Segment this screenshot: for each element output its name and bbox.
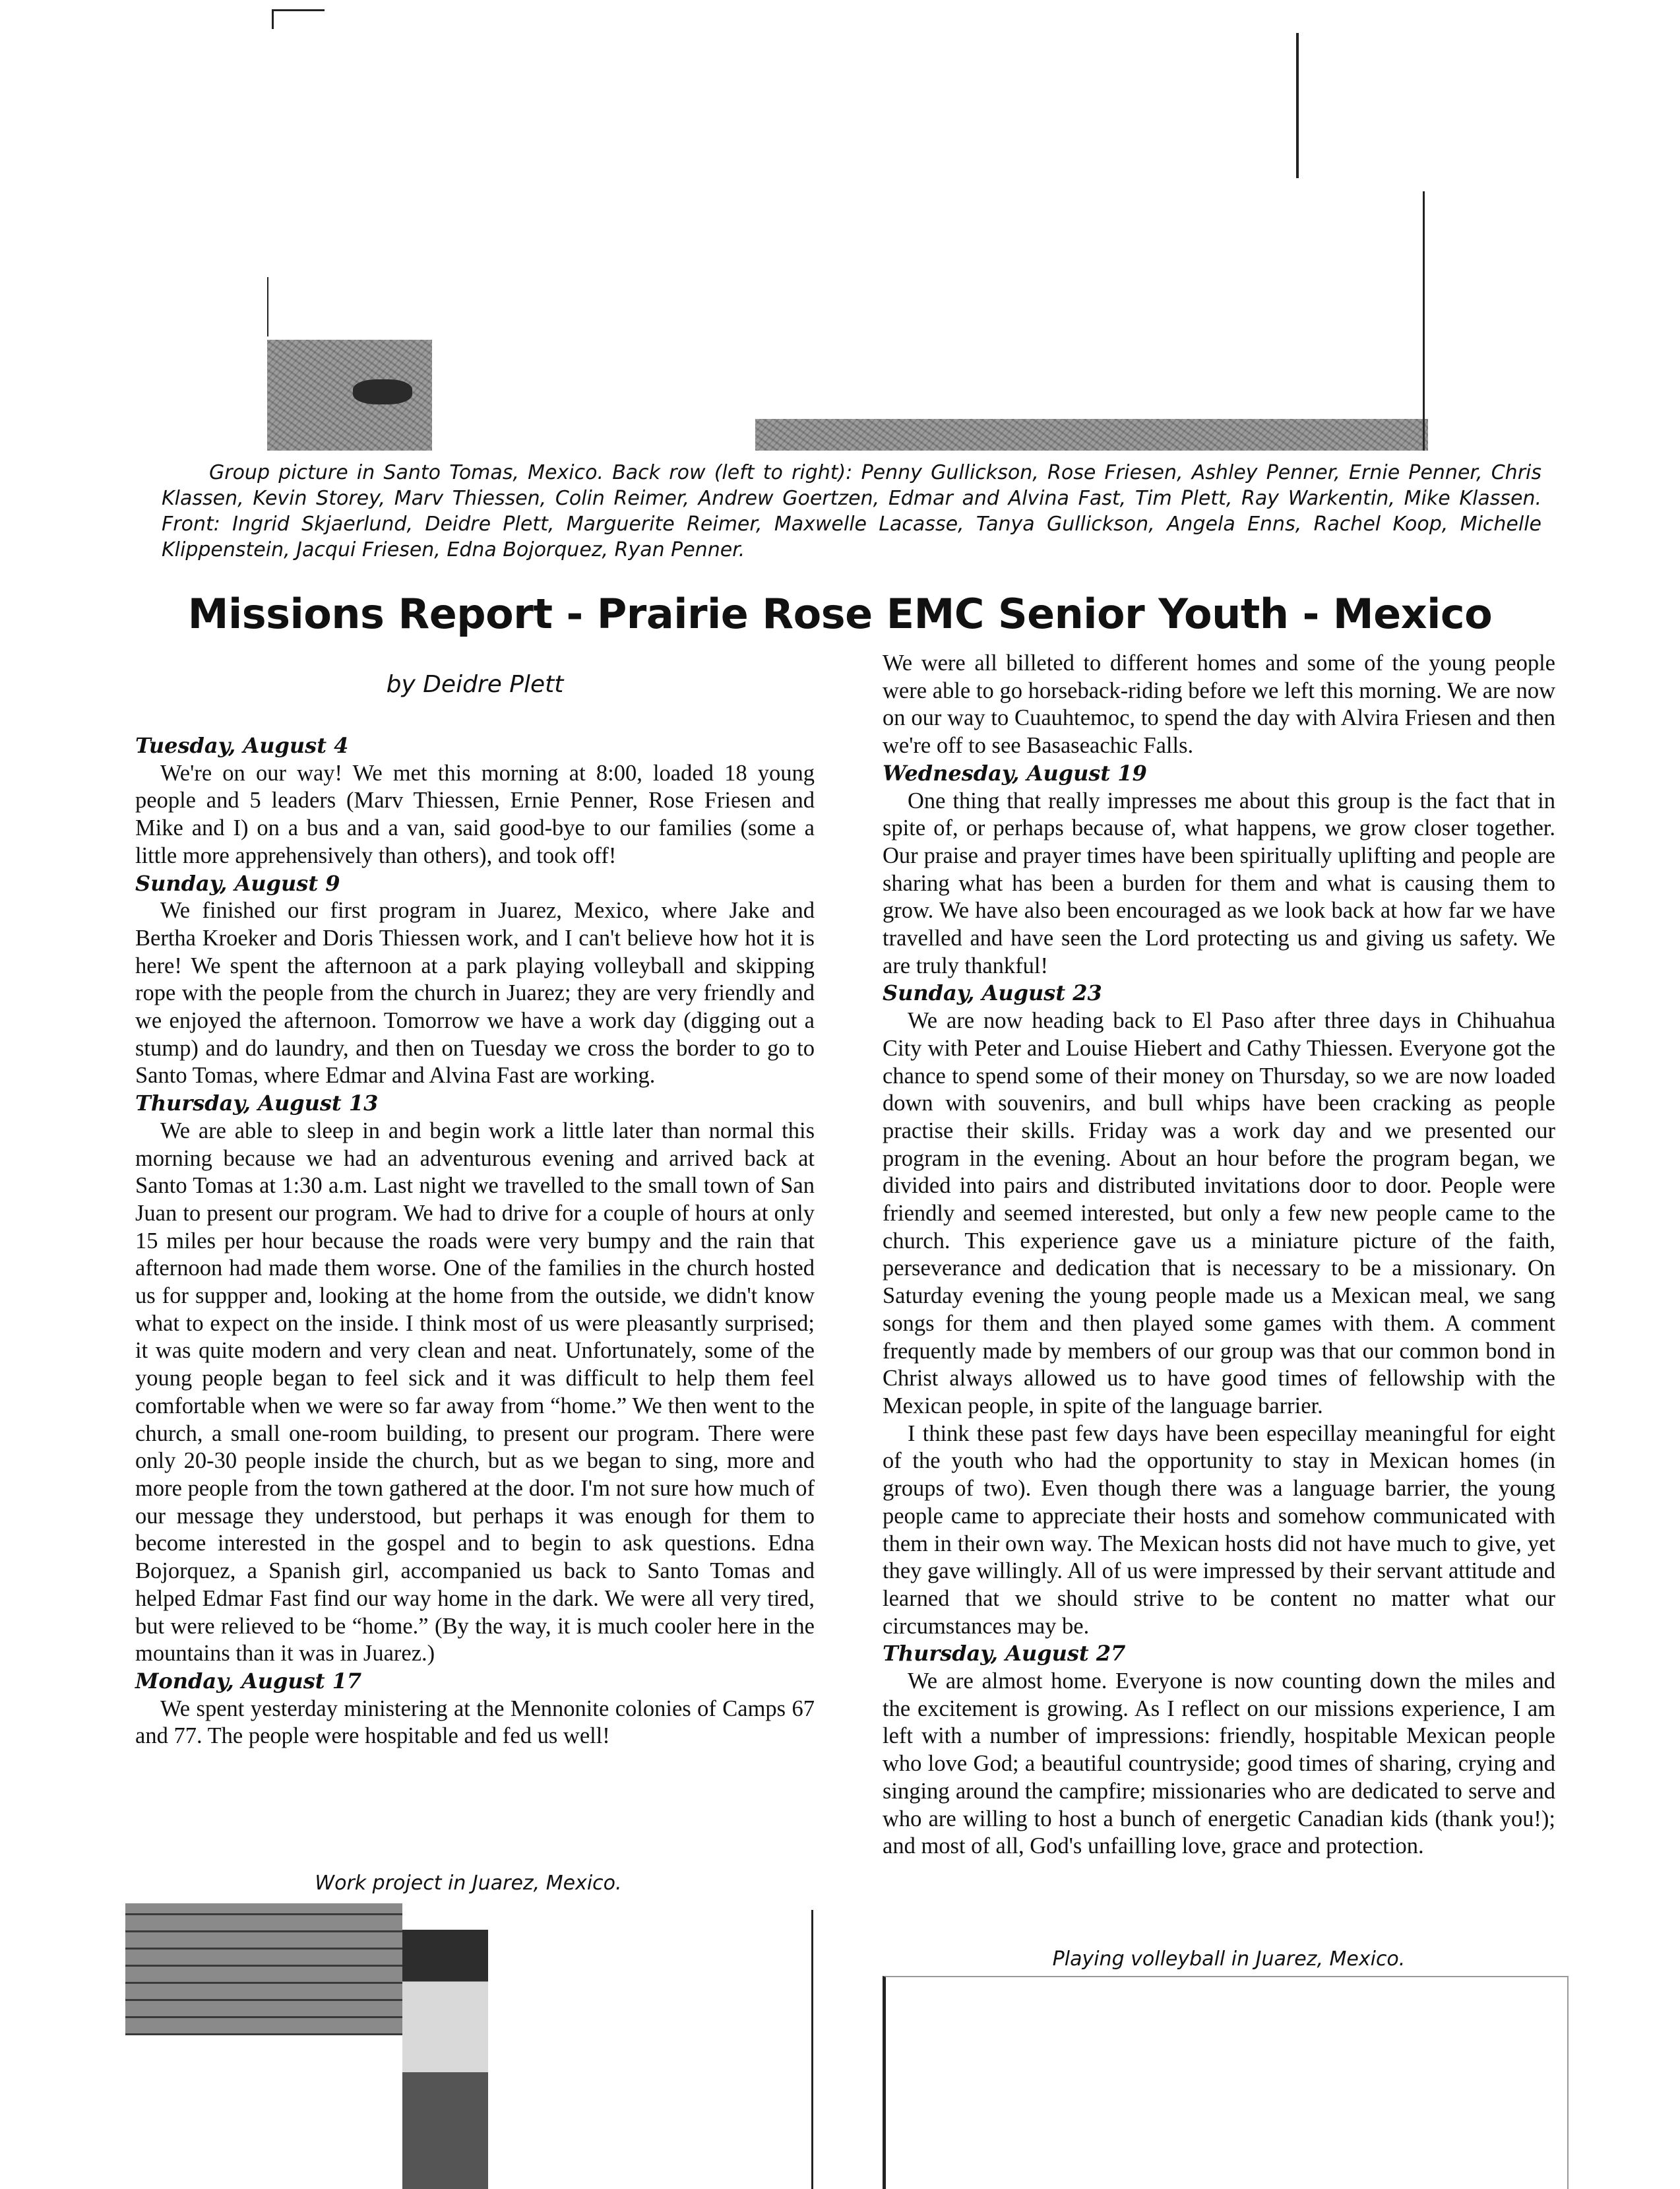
corner-mark <box>272 9 325 11</box>
group-photo-caption: Group picture in Santo Tomas, Mexico. Back row (left to right): Penny Gullickson, Rose Friesen, Ashley Penner, Ernie Penner, Chris Klassen, Kevin Storey, Marv Thiessen, Colin Reimer, Andrew Goertzen, Edmar and Alvina Fast, Tim Plett, Ray Warkentin, Mike Klassen. Front: Ingrid Skjaerlund, Deidre Plett, Marguerite Reimer, Maxwelle Lacasse, Tanya Gullickson, Angela Enns, Rachel Koop, Michelle Klippenstein, Jacqui Friesen, Edna Bojorquez, Ryan Penner. <box>162 461 1541 561</box>
entry-paragraph: We are now heading back to El Paso after three days in Chihuahua City with Peter and Louise Hiebert and Cathy Thiessen. Everyone got the chance to spend some of their money on Thursday, so we are now loaded down with souvenirs, and bull whips have been cracking as people practise their skills. Friday was a work day and we presented our program in the evening. About an hour before the program began, we divided into pairs and distributed invitations door to door. People were friendly and seemed interested, but only a few new people came to the church. This experience gave us a miniature picture of the faith, perseverance and dedication that is necessary to be a missionary. On Saturday evening the young people made us a Mexican meal, we sang songs for them and then played some games with them. A comment frequently made by members of our group was that our common bond in Christ always allowed us to have good times of fellowship with the Mexican people, in spite of the language barrier. <box>883 1008 1555 1418</box>
entry-paragraph-continued: We were all billeted to different homes and some of the young people were able to go horseback-riding before we left this morning. We are now on our way to Cuauhtemoc, to spend the day with Alvira Friesen and then we're off to see Basaseachic Falls. <box>883 650 1555 759</box>
photo-edge-left <box>267 277 268 336</box>
photo-edge-right <box>811 1910 813 2189</box>
entry-heading: Monday, August 17 <box>135 1668 362 1694</box>
photo-blank-area <box>125 2035 277 2189</box>
photo-ground-right <box>755 419 1428 451</box>
article-title: Missions Report - Prairie Rose EMC Senior Youth - Mexico <box>187 590 1493 638</box>
entry-paragraph: We are almost home. Everyone is now counting down the miles and the excitement is growing. As I reflect on our missions experience, I am left with a number of impressions: friendly, hospitable Mexican people who love God; a beautiful countryside; good times of sharing, crying and singing around the campfire; missionaries who are dedicated to serve and who are willing to host a bunch of energetic Canadian kids (thank you!); and most of all, God's unfailling love, grace and protection. <box>883 1668 1555 1859</box>
photo-edge-right <box>1423 191 1425 451</box>
right-column <box>883 650 1555 1860</box>
entry-heading: Sunday, August 23 <box>883 980 1102 1006</box>
photo-worker <box>402 1930 488 2189</box>
photo-brick-wall <box>125 1903 402 2035</box>
entry-paragraph: We are able to sleep in and begin work a little later than normal this morning because we had an adventurous evening and arrived back at Santo Tomas at 1:30 a.m. Last night we travelled to the small town of San Juan to present our program. We had to drive for a couple of hours at only 15 miles per hour because the roads were very bumpy and the rain that afternoon had made them worse. One of the families in the church hosted us for suppper and, looking at the home from the outside, we didn't know what to expect on the inside. I think most of us were pleasantly surprised; it was quite modern and very clean and neat. Unfortunately, some of the young people began to feel sick and it was difficult to help them feel comfortable when we were so far away from “home.” We then went to the church, a small one-room building, to present our program. There were only 20-30 people inside the church, but as we began to sing, more and more people from the town gathered at the door. I'm not sure how much of our message they understood, but perhaps it was enough for them to become interested in the gospel and to begin to ask questions. Edna Bojorquez, a Spanish girl, accompanied us back to Santo Tomas and helped Edmar Fast find our way home in the dark. We were all very tired, but were relieved to be “home.” (By the way, it is much cooler here in the mountains than it was in Juarez.) <box>135 1118 815 1666</box>
entry-heading: Sunday, August 9 <box>135 870 340 896</box>
entry-paragraph: One thing that really impresses me about this group is the fact that in spite of, or perhaps because of, what happens, we grow closer together. Our praise and prayer times have been spiritually uplifting and people are sharing what has been a burden for them and what is causing them to grow. We have also been encouraged as we look back at how far we have travelled and have seen the Lord protecting us and giving us safety. We are truly thankful! <box>883 788 1555 978</box>
entry-heading: Thursday, August 27 <box>883 1641 1126 1666</box>
photo-pole <box>1296 33 1299 178</box>
group-photo <box>267 7 1428 451</box>
article-byline: by Deidre Plett <box>386 671 564 698</box>
photo-frame <box>883 1976 1569 2189</box>
entry-paragraph: We're on our way! We met this morning at 8:00, loaded 18 young people and 5 leaders (Marv Thiessen, Ernie Penner, Rose Friesen and Mike and I) on a bus and a van, said good-bye to our families (some a little more apprehensively than others), and took off! <box>135 760 815 868</box>
volleyball-photo <box>883 1976 1572 2189</box>
work-photo-caption: Work project in Juarez, Mexico. <box>315 1872 622 1895</box>
photo-dark-patch <box>353 379 412 404</box>
entry-paragraph: We finished our first program in Juarez, Mexico, where Jake and Bertha Kroeker and Doris Thiessen work, and I can't believe how hot it is here! We spent the afternoon at a park playing volleyball and skipping rope with the people from the church in Juarez; they are very friendly and we enjoyed the afternoon. Tomorrow we have a work day (digging out a stump) and do laundry, and then on Tuesday we cross the border to go to Santo Tomas, where Edmar and Alvina Fast are working. <box>135 898 815 1089</box>
volleyball-photo-caption: Playing volleyball in Juarez, Mexico. <box>1052 1948 1406 1971</box>
entry-heading: Tuesday, August 4 <box>135 733 349 758</box>
entry-paragraph: We spent yesterday ministering at the Mennonite colonies of Camps 67 and 77. The people were hospitable and fed us well! <box>135 1696 815 1749</box>
corner-mark-stem <box>272 9 274 29</box>
work-photo <box>125 1903 815 2189</box>
entry-paragraph: I think these past few days have been especillay meaningful for eight of the youth who had the opportunity to stay in Mexican homes (in groups of two). Even though there was a language barrier, the young people came to appreciate their hosts and somehow communicated with them in their own way. The Mexican hosts did not have much to give, yet they gave willingly. All of us were impressed by their servant attitude and learned that we should strive to be content no matter what our circumstances may be. <box>883 1420 1555 1639</box>
photo-blank-area-right <box>491 1903 815 2189</box>
entry-heading: Wednesday, August 19 <box>883 760 1147 786</box>
entry-heading: Thursday, August 13 <box>135 1091 379 1116</box>
left-column <box>135 732 815 1750</box>
